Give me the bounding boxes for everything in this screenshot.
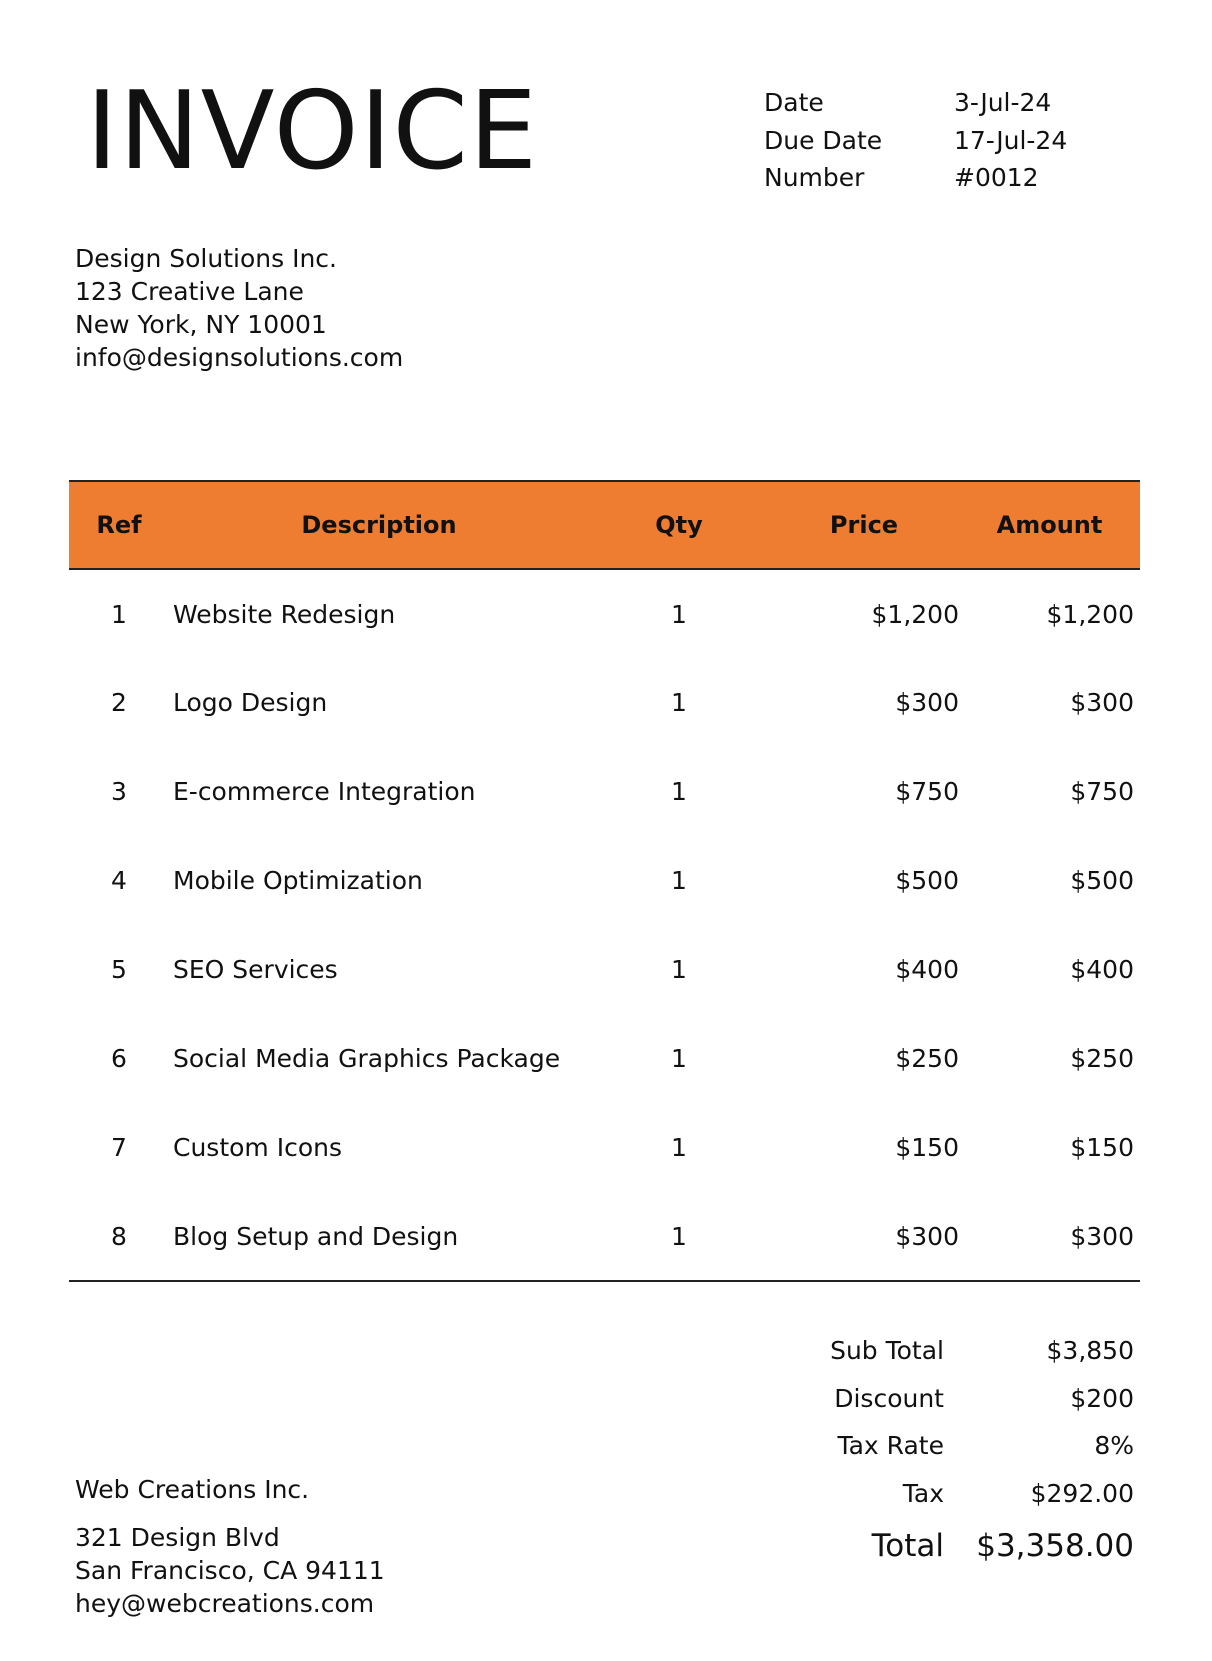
meta-label: Due Date [764,125,883,155]
cell-qty: 1 [671,600,687,629]
cell-qty: 1 [671,1133,687,1162]
cell-ref: 8 [69,1192,169,1281]
recipient-city: San Francisco, CA 94111 [75,1556,385,1585]
cell-qty: 1 [671,1044,687,1073]
cell-price: $300 [895,688,959,717]
cell-ref: 7 [111,1133,127,1162]
cell-amount: $1,200 [1046,600,1134,629]
subtotal-row [760,1327,1134,1375]
table-row [69,1192,1140,1281]
cell-qty: 1 [671,688,687,717]
meta-row-date [764,84,1154,122]
cell-amount: $400 [1070,955,1134,984]
cell-amount: $250 [1070,1044,1134,1073]
cell-ref: 4 [111,866,127,895]
cell-amount: $150 [1070,1133,1134,1162]
cell-price: $300 [769,1192,959,1281]
cell-amount: $750 [1070,777,1134,806]
sender-street: 123 Creative Lane [75,277,304,306]
tax-rate-label: Tax Rate [837,1431,944,1461]
cell-description: E-commerce Integration [173,777,476,806]
header-qty: Qty [589,481,769,569]
header-amount: Amount [959,481,1140,569]
cell-ref: 3 [111,777,127,806]
invoice-meta [764,84,1154,197]
meta-row-number [764,159,1154,197]
cell-amount: $300 [959,1192,1140,1281]
meta-label: Date [764,88,824,117]
sender-email: info@designsolutions.com [75,343,404,372]
cell-amount: $500 [1070,866,1134,895]
total-value: $3,358.00 [976,1528,1134,1564]
total-row [760,1517,1134,1575]
cell-description: Social Media Graphics Package [173,1044,561,1073]
cell-price: $250 [895,1044,959,1073]
cell-description: Mobile Optimization [173,866,423,895]
table-row [69,747,1140,836]
cell-description: Blog Setup and Design [169,1192,589,1281]
tax-rate-value: 8% [1094,1431,1134,1461]
cell-qty: 1 [671,866,687,895]
cell-price: $400 [895,955,959,984]
table-row [69,836,1140,925]
subtotal-value: $3,850 [1046,1336,1134,1366]
table-header [69,481,1140,569]
tax-rate-row [760,1422,1134,1470]
cell-ref: 5 [111,955,127,984]
header-price: Price [769,481,959,569]
table-row [69,1103,1140,1192]
cell-ref: 1 [111,600,127,629]
tax-value: $292.00 [1030,1478,1134,1508]
recipient-street: 321 Design Blvd [75,1523,280,1552]
table-row [69,1014,1140,1103]
meta-label: Number [764,163,865,192]
header-description: Description [169,481,589,569]
subtotal-label: Sub Total [830,1336,944,1366]
cell-qty: 1 [671,777,687,806]
table-body [69,569,1140,1281]
meta-value: 17-Jul-24 [954,125,1068,155]
cell-ref: 2 [111,688,127,717]
header-row [69,481,1140,569]
recipient-email: hey@webcreations.com [75,1589,375,1618]
table-row [69,658,1140,747]
invoice-title: INVOICE [86,69,539,194]
recipient-address [75,1473,385,1620]
cell-description: SEO Services [173,955,338,984]
cell-ref: 6 [111,1044,127,1073]
cell-price: $500 [895,866,959,895]
discount-label: Discount [834,1383,944,1413]
cell-price: $150 [895,1133,959,1162]
cell-price: $750 [895,777,959,806]
total-label: Total [871,1528,944,1564]
table-row [69,925,1140,1014]
meta-value: 3-Jul-24 [954,88,1052,117]
tax-label: Tax [902,1478,944,1508]
totals-block [760,1327,1134,1575]
table-row [69,569,1140,658]
cell-description: Website Redesign [173,600,396,629]
discount-value: $200 [1070,1383,1134,1413]
meta-value: #0012 [954,163,1039,192]
sender-company: Design Solutions Inc. [75,244,337,273]
sender-city: New York, NY 10001 [75,310,327,339]
line-items-table [69,480,1140,1282]
cell-description: Custom Icons [173,1133,343,1162]
meta-row-due-date [764,122,1154,160]
cell-amount: $300 [1070,688,1134,717]
discount-row [760,1375,1134,1423]
header-ref: Ref [69,481,169,569]
cell-qty: 1 [671,955,687,984]
cell-description: Logo Design [173,688,328,717]
recipient-company: Web Creations Inc. [75,1475,310,1504]
cell-qty: 1 [589,1192,769,1281]
tax-row [760,1470,1134,1518]
sender-address [75,242,403,374]
cell-price: $1,200 [871,600,959,629]
